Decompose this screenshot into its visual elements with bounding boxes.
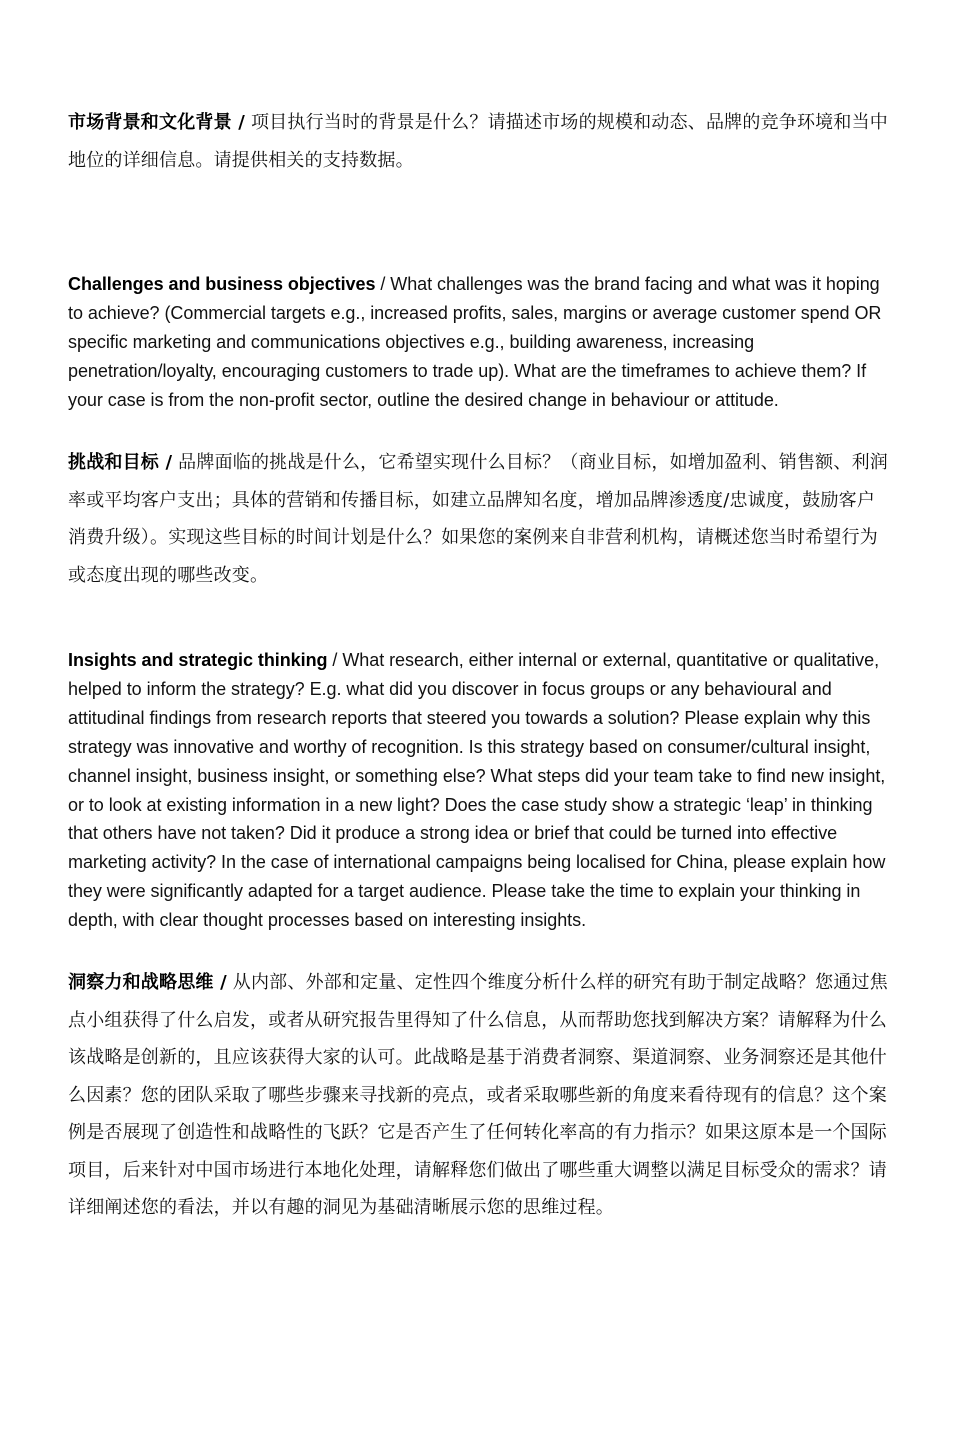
challenges-body-en: / What challenges was the brand facing and what was it hoping to achieve? (Commercial targets e.g., increased profits, sales, margins or average customer spend OR specific marketing and communications objectives e.g., building awareness, increasing penetration/loyalty, encouraging customers to trade up). What are the timeframes to achieve them? If your case is from the non-profit sector, outline the desired change in behaviour or attitude. — [68, 274, 882, 410]
market-body-zh: 项目执行当时的背景是什么？请描述市场的规模和动态、品牌的竞争环境和当中地位的详细信息。请提供相关的支持数据。 — [68, 112, 888, 171]
insights-heading-zh: 洞察力和战略思维 / — [68, 972, 227, 993]
market-heading-zh: 市场背景和文化背景 / — [68, 112, 246, 133]
challenges-zh — [68, 444, 890, 594]
challenges-heading-zh: 挑战和目标 / — [68, 452, 173, 473]
insights-body-en: / What research, either internal or external, quantitative or qualitative, helped to inform the strategy? E.g. what did you discover in focus groups or any behavioural and attitudinal findings from research reports that steered you towards a solution? Please explain why this strategy was innovative and worthy of recognition. Is this strategy based on consumer/cultural insight, channel insight, business insight, or something else? What steps did your team take to find new insight, or to look at existing information in a new light? Does the case study show a strategic ‘leap’ in thinking that others have not taken? Did it produce a strong idea or brief that could be turned into effective marketing activity? In the case of international campaigns being localised for China, please explain how they were significantly adapted for a target audience. Please take the time to explain your thinking in depth, with clear thought processes based on interesting insights. — [68, 650, 886, 931]
market-background-zh — [68, 104, 890, 179]
challenges-en — [68, 270, 890, 415]
insights-heading-en: Insights and strategic thinking — [68, 650, 328, 670]
insights-en — [68, 646, 890, 935]
challenges-body-zh: 品牌面临的挑战是什么，它希望实现什么目标？（商业目标，如增加盈利、销售额、利润率或平均客户支出；具体的营销和传播目标，如建立品牌知名度，增加品牌渗透度/忠诚度，鼓励客户消费升级）。实现这些目标的时间计划是什么？如果您的案例来自非营利机构，请概述您当时希望行为或态度出现的哪些改变。 — [68, 452, 888, 586]
insights-body-zh: 从内部、外部和定量、定性四个维度分析什么样的研究有助于制定战略？您通过焦点小组获得了什么启发，或者从研究报告里得知了什么信息，从而帮助您找到解决方案？请解释为什么该战略是创新的，且应该获得大家的认可。此战略是基于消费者洞察、渠道洞察、业务洞察还是其他什么因素？您的团队采取了哪些步骤来寻找新的亮点，或者采取哪些新的角度来看待现有的信息？这个案例是否展现了创造性和战略性的飞跃？它是否产生了任何转化率高的有力指示？如果这原本是一个国际项目，后来针对中国市场进行本地化处理，请解释您们做出了哪些重大调整以满足目标受众的需求？请详细阐述您的看法，并以有趣的洞见为基础清晰展示您的思维过程。 — [68, 972, 888, 1218]
challenges-heading-en: Challenges and business objectives — [68, 274, 376, 294]
insights-zh — [68, 964, 890, 1227]
